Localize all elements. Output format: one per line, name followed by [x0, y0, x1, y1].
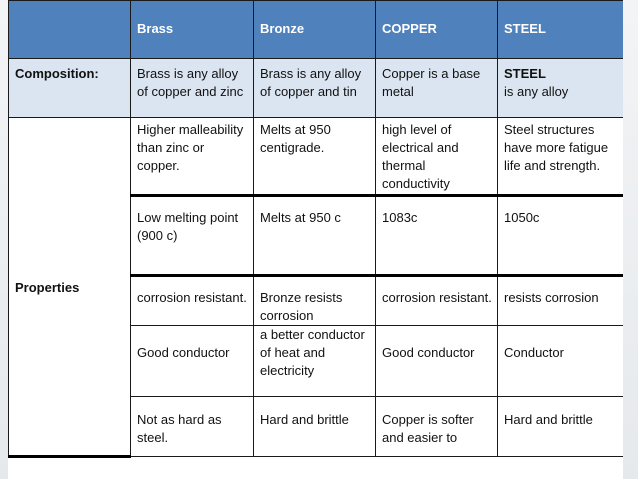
prop-5-bronze: Hard and brittle [254, 397, 376, 457]
metals-comparison-table [8, 0, 623, 458]
header-row [9, 1, 624, 59]
prop-4-steel: Conductor [498, 326, 624, 397]
header-corner-cell [9, 1, 131, 59]
header-copper: COPPER [376, 1, 498, 59]
prop-1-brass: Higher malleability than zinc or copper. [131, 118, 254, 196]
header-steel: STEEL [498, 1, 624, 59]
prop-4-copper: Good conductor [376, 326, 498, 397]
prop-4-bronze: a better conductor of heat and electricity [254, 326, 376, 397]
composition-copper: Copper is a base metal [376, 59, 498, 118]
prop-1-bronze: Melts at 950 centigrade. [254, 118, 376, 196]
prop-2-steel: 1050c [498, 196, 624, 276]
prop-3-bronze: Bronze resists corrosion [254, 276, 376, 326]
prop-3-copper: corrosion resistant. [376, 276, 498, 326]
composition-row [9, 59, 624, 118]
prop-5-copper: Copper is softer and easier to [376, 397, 498, 457]
prop-3-brass: corrosion resistant. [131, 276, 254, 326]
header-bronze: Bronze [254, 1, 376, 59]
composition-steel-rest: is any alloy [504, 84, 569, 99]
header-brass: Brass [131, 1, 254, 59]
prop-3-steel: resists corrosion [498, 276, 624, 326]
composition-bronze: Brass is any alloy of copper and tin [254, 59, 376, 118]
composition-steel [498, 59, 624, 118]
prop-2-bronze: Melts at 950 c [254, 196, 376, 276]
comparison-table-container [8, 0, 623, 479]
prop-5-brass: Not as hard as steel. [131, 397, 254, 457]
prop-4-brass: Good conductor [131, 326, 254, 397]
prop-1-steel: Steel structures have more fatigue life and strength. [498, 118, 624, 196]
prop-1-copper: high level of electrical and thermal conductivity [376, 118, 498, 196]
composition-label: Composition: [9, 59, 131, 118]
prop-2-brass: Low melting point (900 c) [131, 196, 254, 276]
properties-label: Properties [9, 118, 131, 457]
properties-row-1 [9, 118, 624, 196]
prop-2-copper: 1083c [376, 196, 498, 276]
composition-brass: Brass is any alloy of copper and zinc [131, 59, 254, 118]
composition-steel-bold: STEEL [504, 66, 546, 81]
prop-5-steel: Hard and brittle [498, 397, 624, 457]
